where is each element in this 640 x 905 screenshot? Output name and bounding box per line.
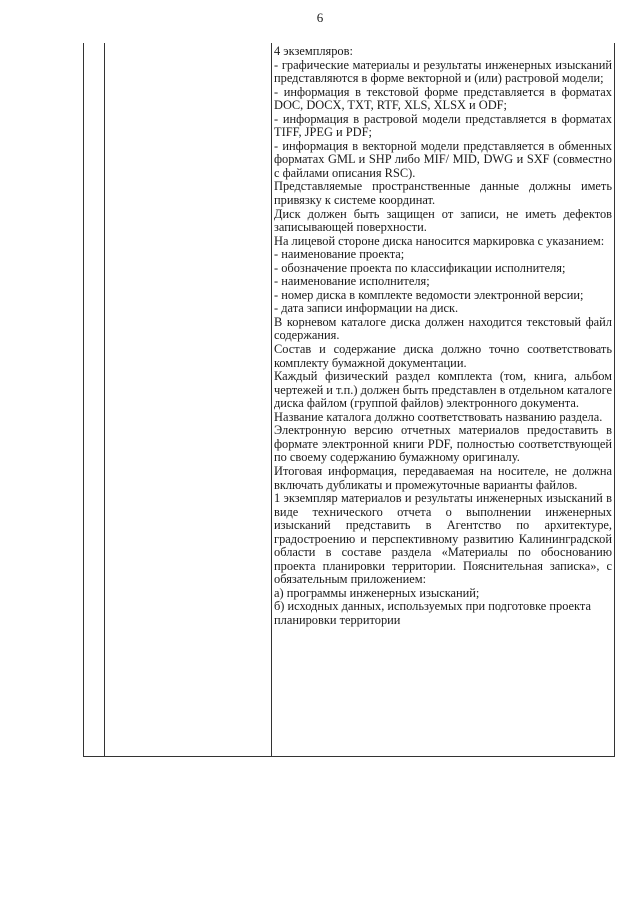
paragraph: Название каталога должно соответствовать названию раздела.: [274, 409, 603, 424]
requirements-cell: [274, 45, 612, 628]
paragraph: Диск должен быть защищен от записи, не иметь дефектов записывающей поверхности.: [274, 206, 612, 235]
paragraph: - информация в текстовой форме представляется в форматах DOC, DOCX, TXT, RTF, XLS, XLSX и ODF;: [274, 84, 612, 113]
paragraph: Состав и содержание диска должно точно соответствовать комплекту бумажной документации.: [274, 342, 612, 370]
paragraph: Итоговая информация, передаваемая на носителе, не должна включать дубликаты и промежуточные варианты файлов.: [274, 463, 612, 492]
paragraph: Электронную версию отчетных материалов предоставить в формате электронной книги PDF, полностью соответствующей по своему содержанию бумажному оригиналу.: [274, 423, 612, 465]
paragraph: - графические материалы и результаты инженерных изысканий представляются в форме векторной и (или) растровой модели;: [274, 57, 612, 86]
list-item: - обозначение проекта по классификации исполнителя;: [274, 260, 566, 275]
paragraph: 1 экземпляр материалов и результаты инженерных изысканий в виде технического отчета о выполнении инженерных изысканий представить в Агентство по архитектуре, градостроению и перспективному развитию Калининградской области в составе раздела «Материалы по обоснованию проекта планировки территории. Пояснительная записка», с обязательным приложением:: [274, 491, 612, 587]
table-border-left: [83, 43, 84, 757]
table-column-divider-2: [271, 43, 272, 757]
list-item: - наименование проекта;: [274, 247, 405, 262]
list-item: - наименование исполнителя;: [274, 274, 430, 289]
list-item: а) программы инженерных изысканий;: [274, 585, 480, 600]
list-item: - номер диска в комплекте ведомости электронной версии;: [274, 287, 584, 302]
paragraph: Представляемые пространственные данные должны иметь привязку к системе координат.: [274, 179, 612, 208]
paragraph: - информация в векторной модели представляется в обменных форматах GML и SHP либо MIF/ MID, DWG и SXF (совместно с файлами описания RSC).: [274, 138, 612, 180]
paragraph: Каждый физический раздел комплекта (том, книга, альбом чертежей и т.п.) должен быть представлен в отдельном каталоге диска файлом (группой файлов) электронного документа.: [274, 369, 613, 411]
table-border-bottom: [83, 756, 615, 757]
table-border-right: [614, 43, 615, 757]
table-column-divider-1: [104, 43, 105, 757]
paragraph: На лицевой стороне диска наносится маркировка с указанием:: [274, 233, 605, 248]
list-item: б) исходных данных, используемых при подготовке проекта планировки территории: [274, 599, 591, 627]
paragraph: - информация в растровой модели представляется в форматах TIFF, JPEG и PDF;: [274, 111, 612, 140]
paragraph: 4 экземпляров:: [274, 44, 353, 58]
page-number: 6: [316, 10, 324, 25]
paragraph: В корневом каталоге диска должен находится текстовый файл содержания.: [274, 314, 612, 343]
list-item: - дата записи информации на диск.: [274, 301, 459, 316]
